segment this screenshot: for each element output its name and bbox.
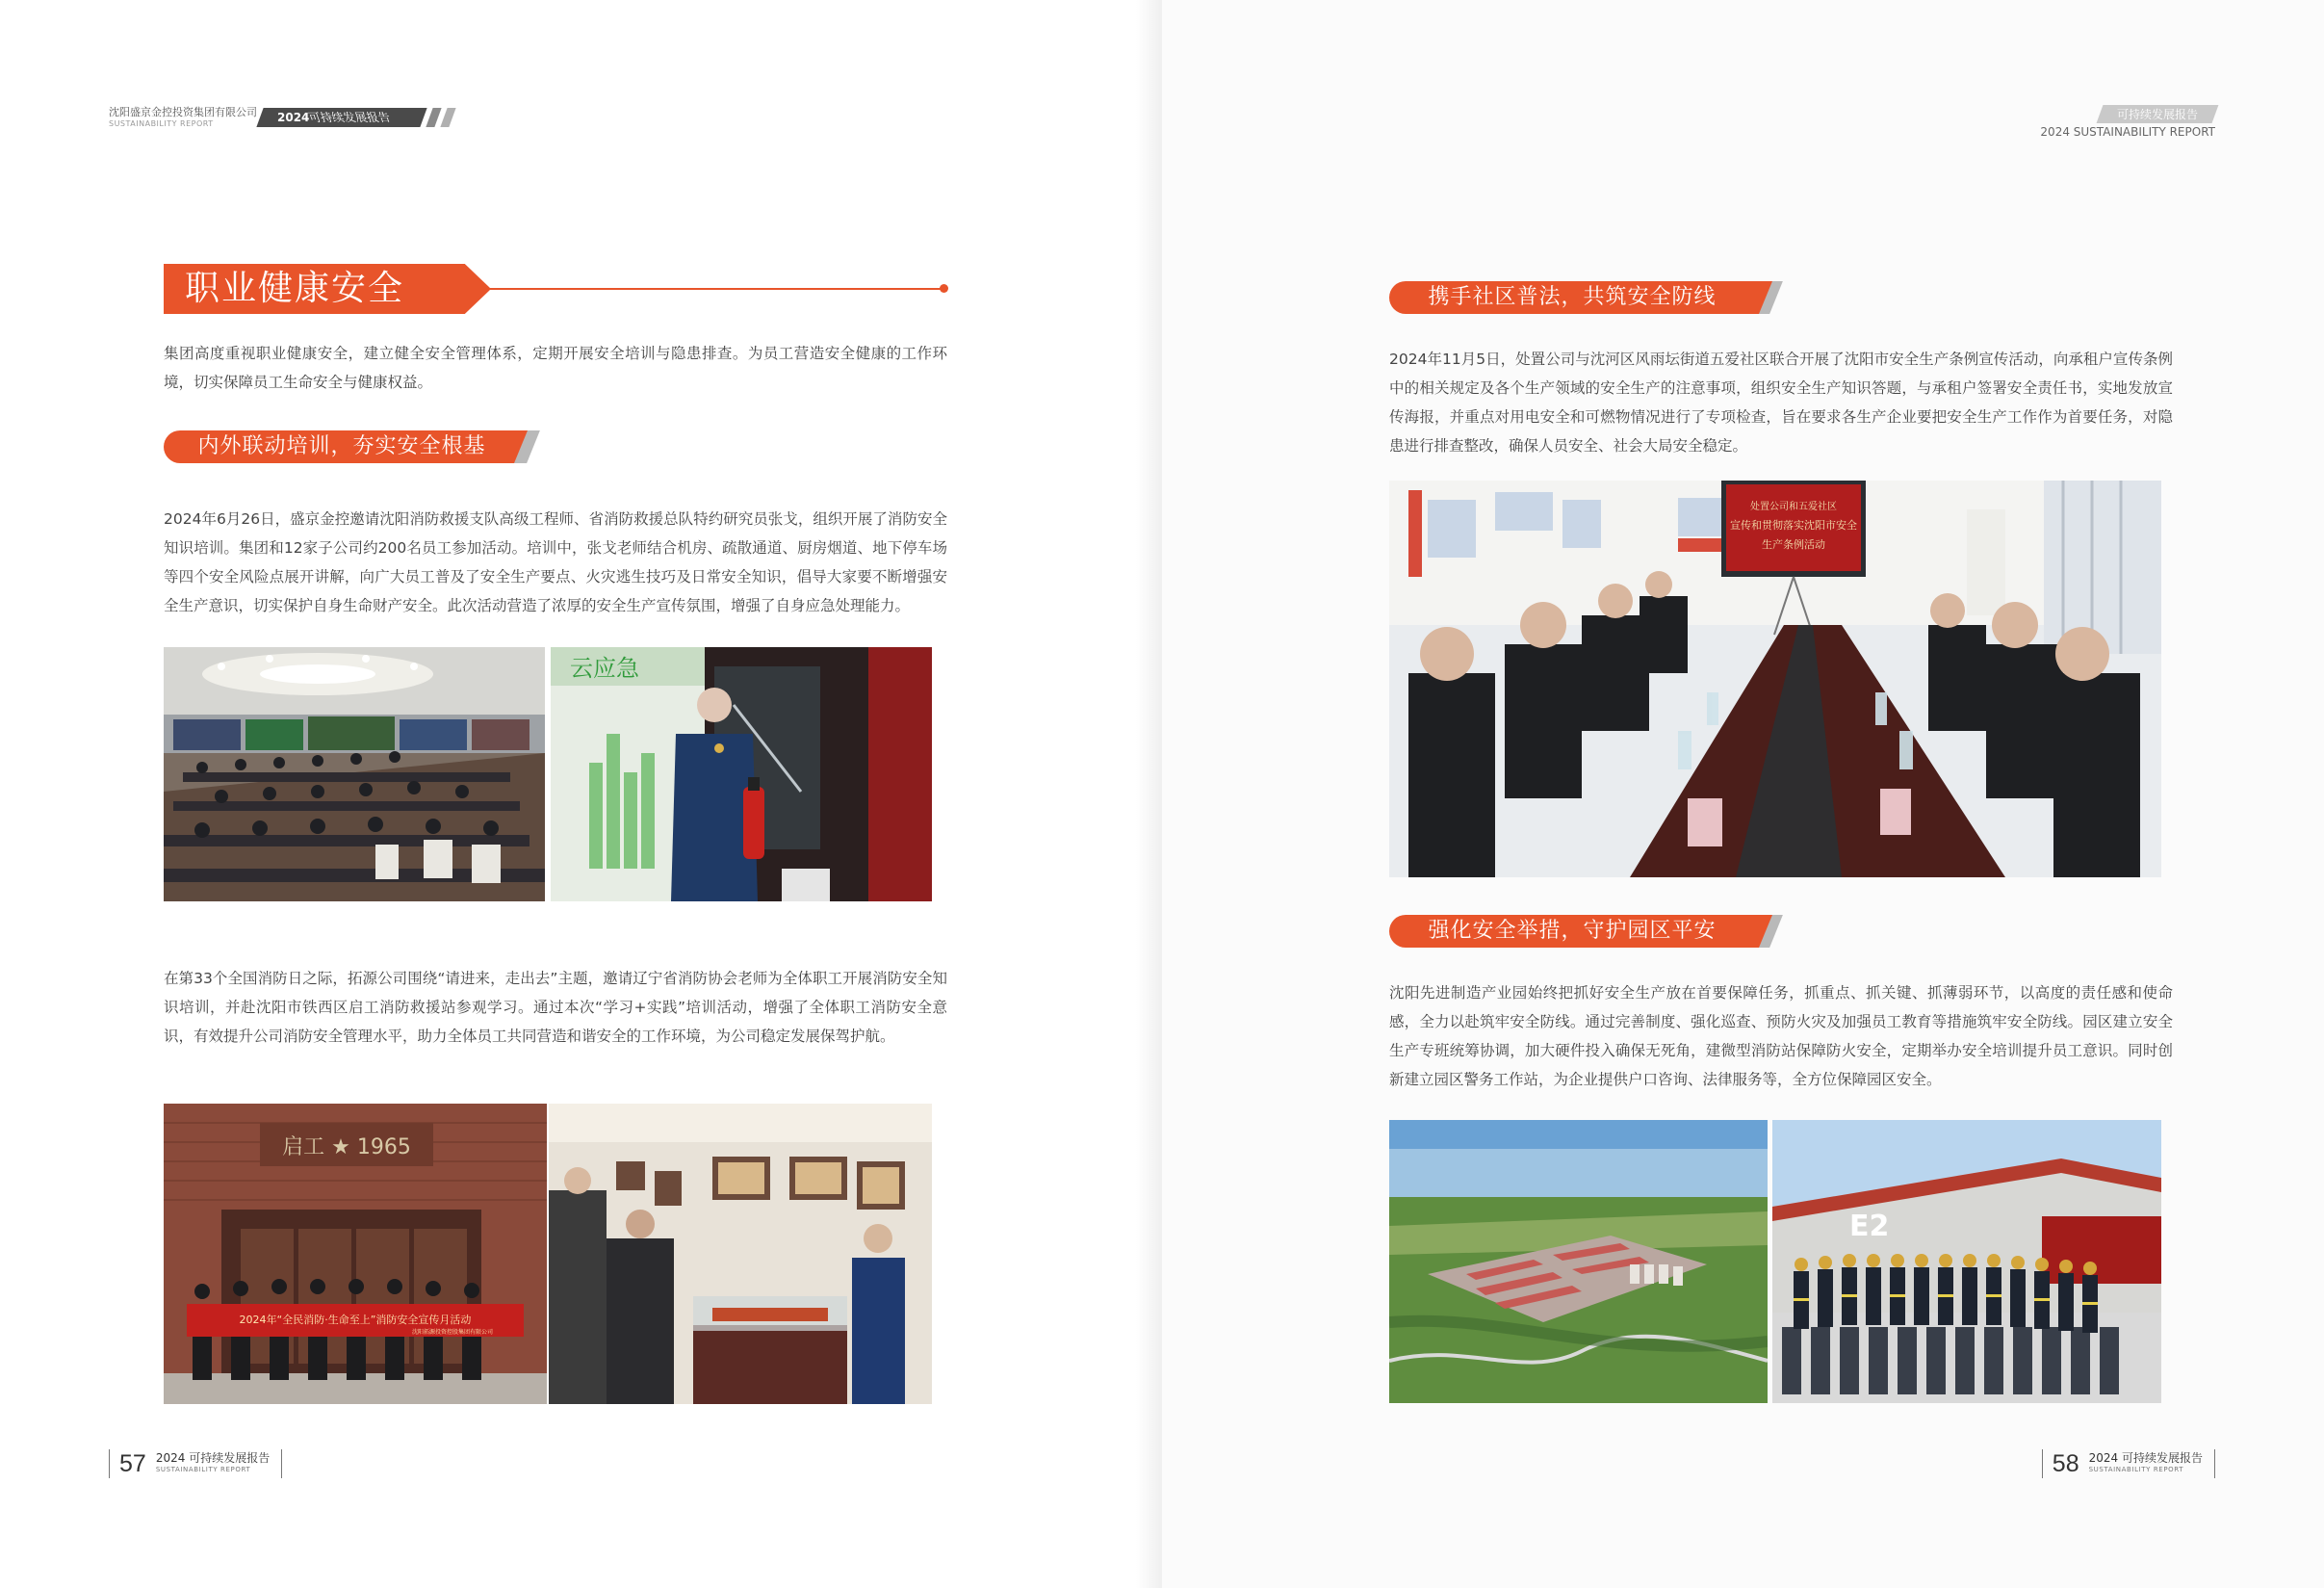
training-paragraph: 2024年6月26日，盛京金控邀请沈阳消防救援支队高级工程师、省消防救援总队特约研究员张戈，组织开展了消防安全知识培训。集团和12家子公司约200名员工参加活动。培训中，张戈老师结合机房、疏散通道、厨房烟道、地下停车场等四个安全风险点展开讲解，向广大员工普及了安全生产要点、火灾逃生技巧及日常安全知识，倡导大家要不断增强安全生产意识，切实保护自身生命财产安全。此次活动营造了浓厚的安全生产宣传氛围，增强了自身应急处理能力。: [164, 510, 947, 614]
org-name-en: SUSTAINABILITY REPORT: [109, 119, 214, 128]
section-title-training-text: 内外联动培训，夯实安全根基: [197, 434, 486, 458]
title-rule: [486, 288, 944, 290]
header-slash-decor: [426, 108, 441, 127]
page-number: 57: [119, 1449, 146, 1477]
footer-year: 2024: [2088, 1451, 2119, 1465]
running-header-left: [109, 106, 257, 128]
header-right-title: 可持续发展报告: [2116, 108, 2198, 121]
section-title-park: [1389, 915, 1779, 948]
section-title-community-text: 携手社区普法，共筑安全防线: [1428, 285, 1717, 309]
main-title: [164, 264, 491, 314]
screen-text-1: 处置公司和五爱社区: [1750, 502, 1837, 512]
photo-community-meeting: [1389, 481, 2161, 877]
photo-sign-text: 启工 ★ 1965: [282, 1135, 411, 1159]
photo-extinguisher-demo: [551, 647, 932, 901]
page-number: 58: [2052, 1449, 2079, 1477]
header-slash-decor: [440, 108, 455, 127]
section-title-community: [1389, 281, 1779, 314]
footer-title-en: SUSTAINABILITY REPORT: [155, 1466, 251, 1473]
section-title-training: [164, 430, 544, 463]
screen-text-3: 生产条例活动: [1762, 538, 1825, 551]
footer-right: [2042, 1448, 2215, 1479]
header-right-title-en: 2024 SUSTAINABILITY REPORT: [2040, 125, 2215, 139]
photo-lecture-hall: [164, 647, 545, 901]
running-header-right: [2040, 104, 2215, 139]
building-mark: E2: [1849, 1210, 1890, 1243]
header-report-year: 2024: [277, 111, 310, 124]
footer-title: 可持续发展报告: [189, 1451, 271, 1465]
fire-day-paragraph: 在第33个全国消防日之际，拓源公司围绕“请进来，走出去”主题，邀请辽宁省消防协会老师为全体职工开展消防安全知识培训，并赴沈阳市铁西区启工消防救援站参观学习。通过本次“学习+实践”培训活动，增强了全体职工消防安全意识，有效提升公司消防安全管理水平，助力全体员工共同营造和谐安全的工作环境，为公司稳定发展保驾护航。: [164, 970, 947, 1045]
section-title-park-text: 强化安全举措，守护园区平安: [1428, 919, 1717, 943]
footer-title: 可持续发展报告: [2121, 1451, 2203, 1465]
footer-left: [109, 1448, 282, 1479]
org-name: 沈阳盛京金控投资集团有限公司: [109, 106, 257, 118]
photo-banner-org: 沈阳拓源投资控股集团有限公司: [411, 1329, 494, 1336]
park-paragraph: 沈阳先进制造产业园始终把抓好安全生产放在首要保障任务，抓重点、抓关键、抓薄弱环节，以高度的责任感和使命感，全力以赴筑牢安全防线。通过完善制度、强化巡查、预防火灾及加强员工教育等措施筑牢安全防线。园区建立安全生产专班统筹协调，加大硬件投入确保无死角，建微型消防站保障防火安全，定期举办安全培训提升员工意识。同时创新建立园区警务工作站，为企业提供户口咨询、法律服务等，全方位保障园区安全。: [1389, 984, 2173, 1088]
photo-museum-visit: [549, 1104, 932, 1404]
footer-year: 2024: [155, 1451, 186, 1465]
community-paragraph: 2024年11月5日，处置公司与沈河区风雨坛街道五爱社区联合开展了沈阳市安全生产条例宣传活动，向承租户宣传条例中的相关规定及各个生产领域的安全生产的注意事项，组织安全生产知识答题，与承租户签署安全责任书，实地发放宣传海报，并重点对用电安全和可燃物情况进行了专项检查，旨在要求各生产企业要把安全生产工作作为首要任务，对隐患进行排查整改，确保人员安全、社会大局安全稳定。: [1389, 351, 2173, 455]
intro-paragraph: 集团高度重视职业健康安全，建立健全安全管理体系，定期开展安全培训与隐患排查。为员工营造安全健康的工作环境，切实保障员工生命安全与健康权益。: [164, 345, 947, 391]
photo-firefighter-drill: [1772, 1120, 2161, 1403]
main-title-text: 职业健康安全: [185, 269, 405, 308]
photo-aerial-park: [1389, 1120, 1768, 1403]
header-report-title: 可持续发展报告: [306, 111, 393, 124]
svg-text:云应急: 云应急: [570, 655, 639, 682]
header-report-tag: [256, 108, 426, 127]
photo-banner-text: 2024年“全民消防·生命至上”消防安全宣传月活动: [239, 1314, 472, 1326]
footer-title-en: SUSTAINABILITY REPORT: [2088, 1466, 2184, 1473]
screen-text-2: 宣传和贯彻落实沈阳市安全: [1730, 519, 1857, 532]
right-page: [1162, 0, 2324, 1588]
photo-fire-station-group: [164, 1104, 547, 1404]
title-rule-dot: [940, 284, 948, 293]
